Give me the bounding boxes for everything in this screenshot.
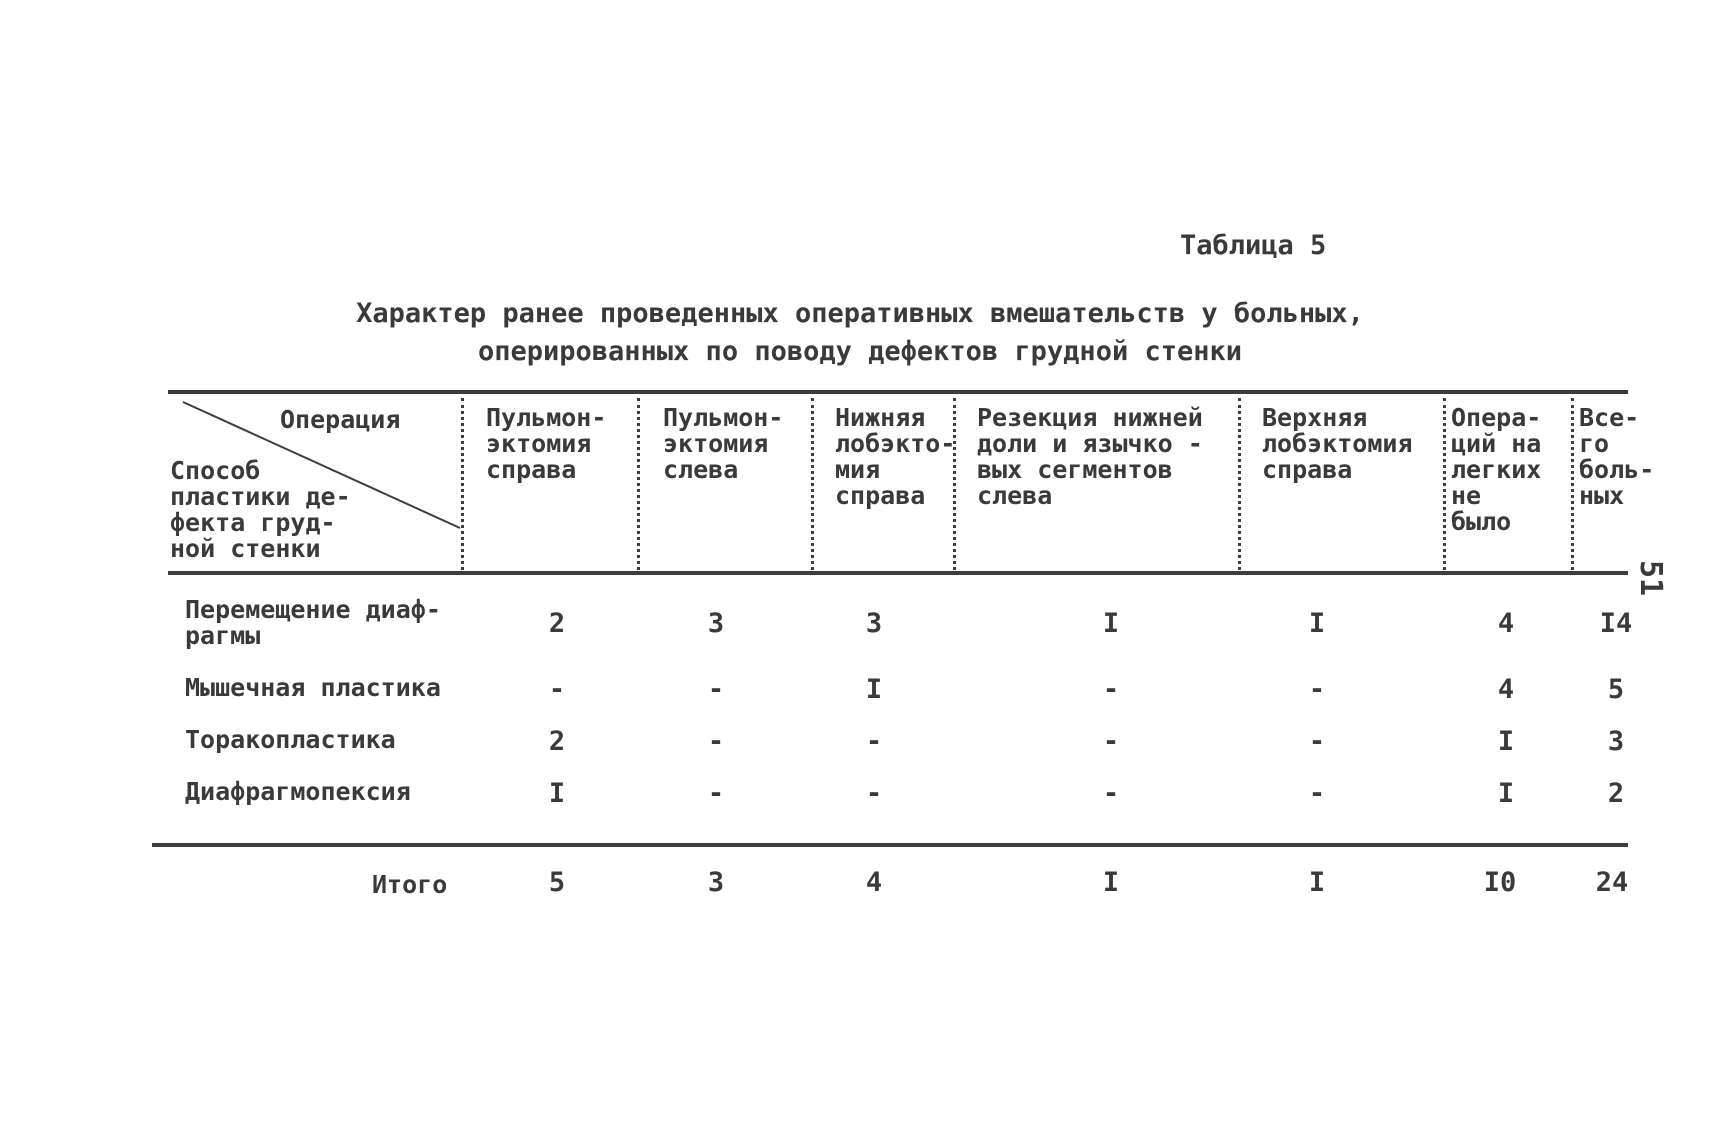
table-cell: I	[865, 674, 883, 705]
table-title-line-1: Характер ранее проведенных оперативных вмешательств у больных,	[356, 298, 1364, 329]
table-cell: -	[865, 778, 883, 809]
total-cell: I	[1102, 867, 1120, 898]
column-header-upper-lobectomy-right: Верхняя лобэктомия справа	[1262, 403, 1413, 484]
column-header-no-lung-operations: Опера- ций на легких не было	[1451, 403, 1542, 536]
total-cell: I	[1308, 867, 1326, 898]
column-header-pulmonectomy-left: Пульмон- эктомия слева	[663, 403, 784, 484]
page-number: 51	[1633, 560, 1668, 597]
column-header-total-patients: Все- го боль- ных	[1579, 403, 1655, 510]
table-cell: I	[1497, 778, 1515, 809]
row-label-thoracoplasty: Торакопластика	[185, 725, 396, 754]
total-cell: 4	[865, 867, 883, 898]
table-cell: I	[548, 778, 566, 809]
table-cell: -	[865, 726, 883, 757]
table-cell: -	[1102, 726, 1120, 757]
column-header-pulmonectomy-right: Пульмон- эктомия справа	[486, 403, 607, 484]
column-separator	[1443, 398, 1446, 570]
total-cell: I0	[1483, 867, 1517, 898]
corner-header-method: Способ пластики де- фекта груд- ной стенки	[170, 456, 351, 563]
total-cell: 24	[1595, 867, 1629, 898]
column-separator	[461, 398, 464, 570]
table-cell: I	[1102, 608, 1120, 639]
column-separator	[811, 398, 814, 570]
column-header-lower-lobe-resection-left: Резекция нижней доли и язычко - вых сегментов слева	[977, 403, 1203, 510]
table-cell: -	[707, 726, 725, 757]
table-cell: I	[1308, 608, 1326, 639]
corner-header-operation: Операция	[280, 405, 401, 434]
total-row-label: Итого	[372, 870, 448, 899]
table-cell: 4	[1497, 674, 1515, 705]
row-label-muscle-plasty: Мышечная пластика	[185, 673, 441, 702]
table-cell: 3	[865, 608, 883, 639]
table-cell: 3	[1607, 726, 1625, 757]
table-cell: 5	[1607, 674, 1625, 705]
column-separator	[1571, 398, 1574, 570]
table-cell: I4	[1599, 608, 1633, 639]
total-cell: 5	[548, 867, 566, 898]
table-cell: 4	[1497, 608, 1515, 639]
column-separator	[1238, 398, 1241, 570]
column-separator	[637, 398, 640, 570]
table-cell: -	[707, 674, 725, 705]
column-header-lower-lobectomy-right: Нижняя лобэкто- мия справа	[835, 403, 956, 510]
table-cell: -	[1102, 778, 1120, 809]
table-cell: -	[1308, 778, 1326, 809]
table-cell: 2	[548, 608, 566, 639]
table-cell: -	[707, 778, 725, 809]
table-cell: -	[548, 674, 566, 705]
total-cell: 3	[707, 867, 725, 898]
table-caption: Таблица 5	[1180, 230, 1327, 261]
row-label-diaphragm-displacement: Перемещение диаф- рагмы	[185, 595, 441, 650]
table-cell: -	[1102, 674, 1120, 705]
table-cell: I	[1497, 726, 1515, 757]
table-cell: 3	[707, 608, 725, 639]
row-label-diaphragmopexy: Диафрагмопексия	[185, 777, 411, 806]
table-cell: -	[1308, 674, 1326, 705]
table-title-line-2: оперированных по поводу дефектов грудной стенки	[477, 336, 1242, 367]
table-cell: 2	[548, 726, 566, 757]
table-cell: 2	[1607, 778, 1625, 809]
table-cell: -	[1308, 726, 1326, 757]
